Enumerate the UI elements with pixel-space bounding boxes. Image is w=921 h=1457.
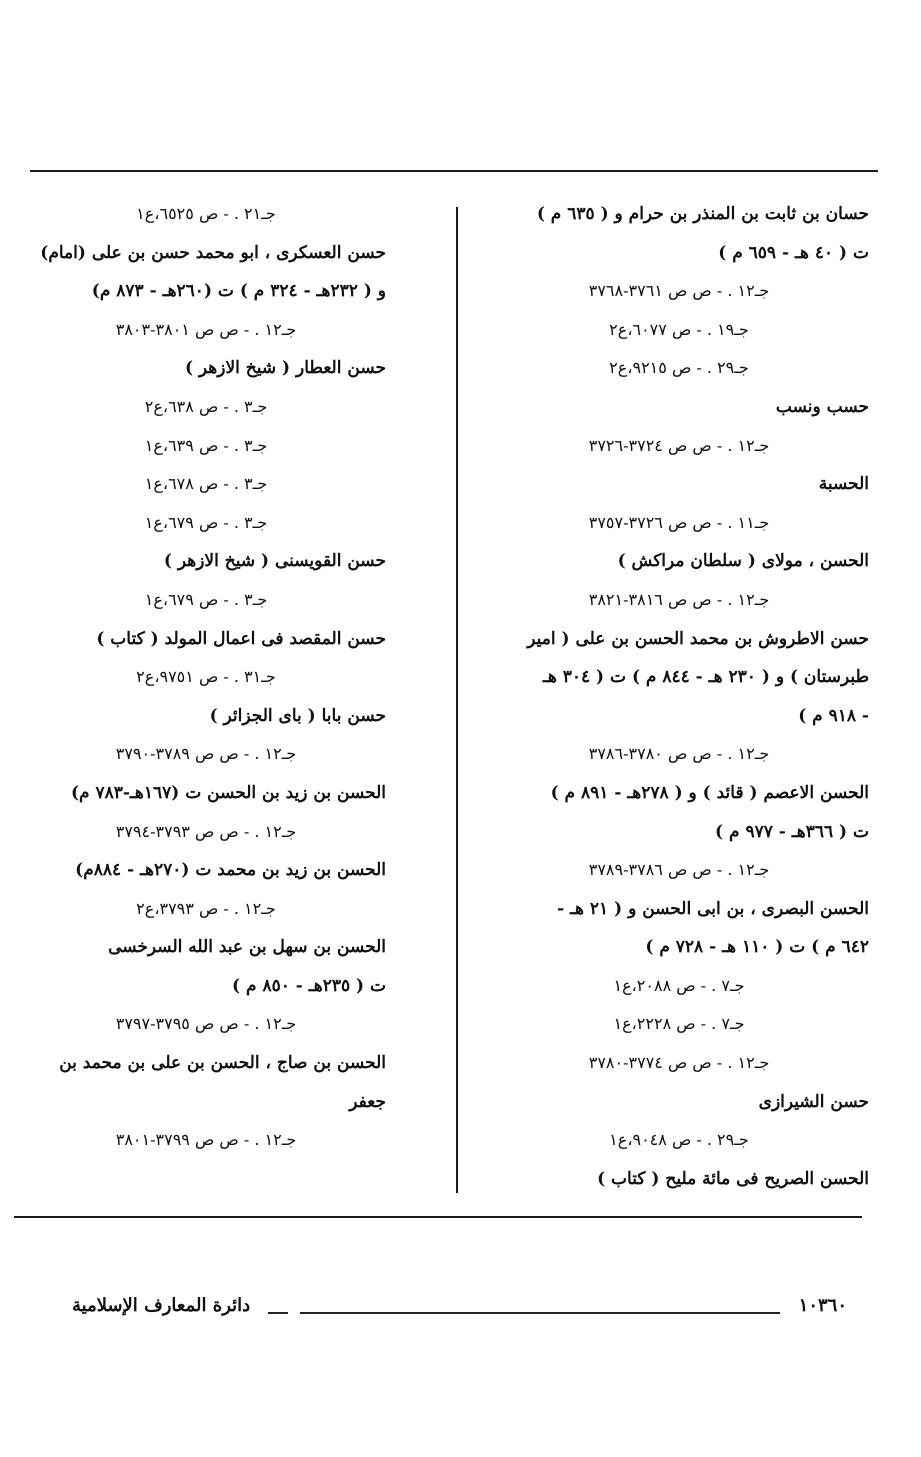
reference-text: جـ٣ . - ص ٦٣٨،ع٢ [144,396,268,416]
index-reference [489,1044,869,1083]
entry-text: حسب ونسب [775,396,869,417]
index-entry-heading [489,1160,869,1199]
index-reference [26,388,386,427]
entry-text: الحسن الاعصم ( قائد ) و ( ٢٧٨هـ - ٨٩١ م ) [550,782,869,803]
index-entry-heading [489,1083,869,1122]
index-reference [489,735,869,774]
reference-text: جـ١٢ . - ص ص ٣٧٧٤-٣٧٨٠ [588,1053,770,1073]
top-rule [30,170,878,172]
entry-text: الحسن بن زيد بن محمد ت (٢٧٠هـ - ٨٨٤م) [75,860,386,881]
entry-text: و ( ٢٣٢هـ - ٣٢٤ م ) ت (٢٦٠هـ - ٨٧٣ م) [91,281,386,302]
reference-text: جـ٢٩ . - ص ٩٢١٥،ع٢ [609,358,749,378]
index-reference [26,195,386,234]
index-reference [489,427,869,466]
bottom-rule [14,1216,862,1218]
page-number: ١٠٣٦٠ [798,1295,847,1316]
reference-text: جـ٢٩ . - ص ٩٠٤٨،ع١ [609,1130,749,1150]
index-entry-heading [26,1083,386,1122]
reference-text: جـ١٢ . - ص ص ٣٧٨٦-٣٧٨٩ [588,860,770,880]
reference-text: جـ١٢ . - ص ٣٧٩٣،ع٢ [136,898,276,918]
index-reference [26,581,386,620]
index-entry-heading [489,658,869,697]
entry-text: الحسن بن سهل بن عبد الله السرخسى [108,937,386,958]
reference-text: جـ٣ . - ص ٦٧٨،ع١ [144,474,268,494]
entry-text: حسن الاطروش بن محمد الحسن بن على ( امير [527,628,869,649]
index-entry-heading [26,1044,386,1083]
index-reference [489,851,869,890]
index-reference [489,1121,869,1160]
reference-text: جـ١٢ . - ص ص ٣٧٦١-٣٧٦٨ [588,281,770,301]
index-entry-heading [26,851,386,890]
reference-text: جـ١٢ . - ص ص ٣٧٨٠-٣٧٨٦ [588,744,770,764]
index-reference [489,504,869,543]
reference-text: جـ٣ . - ص ٦٣٩،ع١ [144,435,268,455]
index-reference [26,311,386,350]
footer-title: دائرة المعارف الإسلامية [72,1295,251,1316]
index-reference [26,1005,386,1044]
index-entry-heading [489,542,869,581]
index-entry-heading [26,234,386,273]
index-entry-heading [26,349,386,388]
index-reference [26,735,386,774]
entry-text: الحسبة [818,474,869,495]
reference-text: جـ٣١ . - ص ٩٧٥١،ع٢ [136,667,276,687]
reference-text: جـ١٢ . - ص ص ٣٧٩٣-٣٧٩٤ [115,821,297,841]
entry-text: حسن العطار ( شيخ الازهر ) [184,358,386,379]
reference-text: جـ١١ . - ص ص ٣٧٢٦-٣٧٥٧ [588,512,770,532]
entry-text: حسن العسكرى ، ابو محمد حسن بن على (امام) [40,242,386,263]
reference-text: جـ٧ . - ص ٢٠٨٨،ع١ [613,975,745,995]
index-reference [26,813,386,852]
index-entry-heading [489,774,869,813]
index-entry-heading [489,620,869,659]
index-reference [489,349,869,388]
index-entry-heading [489,388,869,427]
reference-text: جـ١٩ . - ص ٦٠٧٧،ع٢ [609,319,749,339]
index-reference [26,890,386,929]
page-footer [0,1295,921,1335]
index-reference [489,311,869,350]
entry-text: جعفر [349,1091,386,1112]
index-entry-heading [489,195,869,234]
reference-text: جـ١٢ . - ص ص ٣٨١٦-٣٨٢١ [588,589,770,609]
entry-text: حسن الشيرازى [758,1091,869,1112]
reference-text: جـ١٢ . - ص ص ٣٧٢٤-٣٧٢٦ [588,435,770,455]
footer-rule-long [300,1312,780,1314]
index-entry-heading [489,890,869,929]
index-reference [26,427,386,466]
index-entry-heading [26,542,386,581]
index-reference [489,581,869,620]
entry-text: - ٩١٨ م ) [798,705,869,726]
index-reference [489,272,869,311]
index-entry-heading [489,928,869,967]
index-reference [489,1005,869,1044]
index-reference [26,465,386,504]
index-entry-heading [26,967,386,1006]
entry-text: الحسن الصريح فى مائة مليح ( كتاب ) [597,1168,869,1189]
entry-text: ت ( ٣٦٦هـ - ٩٧٧ م ) [715,821,869,842]
index-entry-heading [26,774,386,813]
index-entry-heading [26,697,386,736]
entry-text: حسن بابا ( باى الجزائر ) [209,705,386,726]
column-divider [456,207,458,1193]
entry-text: الحسن البصرى ، بن ابى الحسن و ( ٢١ هـ - [557,898,869,919]
entry-text: حسان بن ثابت بن المنذر بن حرام و ( ٦٣٥ م ) [536,204,869,224]
right-index-column [489,195,869,1198]
entry-text: الحسن بن زيد بن الحسن ت (١٦٧هـ-٧٨٣ م) [70,782,386,803]
entry-text: الحسن بن صاج ، الحسن بن على بن محمد بن [59,1053,386,1074]
index-entry-heading [489,697,869,736]
reference-text: جـ٧ . - ص ٢٢٢٨،ع١ [613,1014,745,1034]
footer-rule-short [268,1312,288,1314]
reference-text: جـ٢١ . - ص ٦٥٢٥،ع١ [136,204,276,223]
entry-text: طبرستان ) و ( ٢٣٠ هـ - ٨٤٤ م ) ت ( ٣٠٤ هـ [542,667,869,688]
reference-text: جـ٣ . - ص ٦٧٩،ع١ [144,589,268,609]
entry-text: ت ( ٤٠ هـ - ٦٥٩ م ) [718,242,869,263]
entry-text: الحسن ، مولاى ( سلطان مراكش ) [617,551,869,572]
reference-text: جـ١٢ . - ص ص ٣٧٩٥-٣٧٩٧ [115,1014,297,1034]
index-entry-heading [489,465,869,504]
index-entry-heading [489,813,869,852]
index-entry-heading [26,928,386,967]
index-reference [489,967,869,1006]
reference-text: جـ١٢ . - ص ص ٣٧٩٩-٣٨٠١ [115,1130,297,1150]
entry-text: حسن المقصد فى اعمال المولد ( كتاب ) [96,628,386,649]
left-index-column [26,195,386,1160]
reference-text: جـ٣ . - ص ٦٧٩،ع١ [144,512,268,532]
entry-text: ٦٤٢ م ) ت ( ١١٠ هـ - ٧٢٨ م ) [645,937,869,958]
index-entry-heading [489,234,869,273]
index-entry-heading [26,620,386,659]
reference-text: جـ١٢ . - ص ص ٣٧٨٩-٣٧٩٠ [115,744,297,764]
index-reference [26,658,386,697]
reference-text: جـ١٢ . - ص ص ٣٨٠١-٣٨٠٣ [115,319,297,339]
entry-text: حسن القويسنى ( شيخ الازهر ) [163,551,386,572]
index-entry-heading [26,272,386,311]
entry-text: ت ( ٢٣٥هـ - ٨٥٠ م ) [232,975,386,996]
index-reference [26,504,386,543]
index-reference [26,1121,386,1160]
